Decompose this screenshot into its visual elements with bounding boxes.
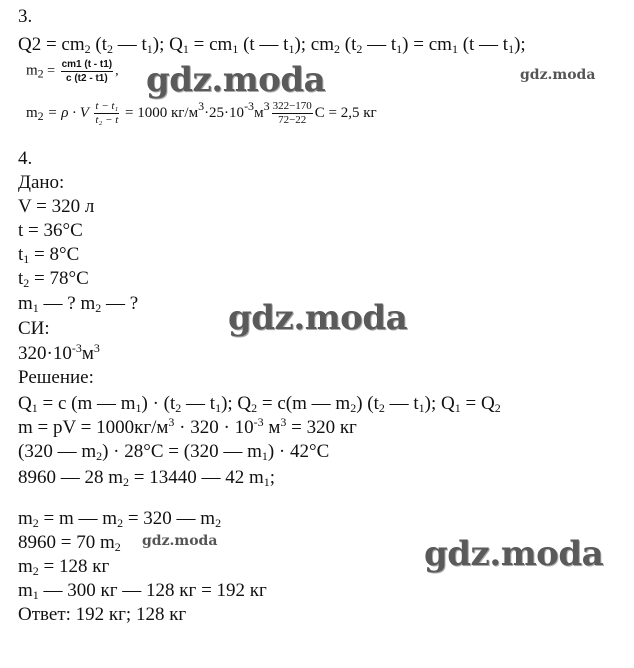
text: = cm (188, 34, 233, 55)
text: 8960 = 70 m (18, 532, 115, 553)
subscript: 1 (31, 401, 38, 415)
si-label: СИ: (18, 318, 50, 339)
given-t1 (18, 244, 79, 266)
subscript: 2 (251, 401, 258, 415)
numerator: t − t₁ (95, 100, 119, 112)
subscript: 1 (182, 42, 189, 56)
subscript: 1 (261, 449, 268, 463)
subscript: 1 (508, 42, 515, 56)
text: ); Q (221, 393, 252, 414)
numerator: cm1 (t - t1) (61, 59, 113, 70)
subscript: 2 (175, 401, 182, 415)
solution-label: Решение: (18, 367, 94, 388)
si-value (18, 343, 100, 365)
text: = 13440 — 42 m (129, 467, 264, 488)
text: — ? m (38, 293, 96, 314)
subscript: 2 (95, 301, 102, 315)
text: m (18, 580, 33, 601)
text: · 320 · 10 (174, 417, 254, 438)
fraction-values (272, 100, 313, 127)
solution-line-8 (18, 580, 267, 602)
text: — ? (101, 293, 139, 314)
superscript: -3 (244, 98, 255, 113)
solution-line-3 (18, 441, 329, 463)
text: m = pV = 1000кг/м (18, 417, 169, 438)
text: ); Q (424, 393, 455, 414)
text: 8960 — 28 m (18, 467, 124, 488)
subscript: 1 (451, 42, 458, 56)
numerator: 322−170 (272, 100, 312, 112)
subscript: 2 (23, 276, 30, 290)
text: = 320 кг (286, 417, 357, 438)
text: ·25·10 (204, 104, 245, 121)
subscript: 2 (107, 42, 114, 56)
text: м (254, 104, 264, 121)
find-masses (18, 293, 138, 315)
fraction (61, 58, 114, 85)
text: С = 2,5 кг (314, 104, 377, 121)
text: — t (362, 34, 397, 55)
watermark-logo: gdz.moda (228, 298, 408, 338)
text: ) · 28°C = (320 — m (102, 441, 262, 462)
text: t (18, 268, 24, 289)
text: (320 — m (18, 441, 97, 462)
subscript: 1 (135, 401, 142, 415)
subscript: 1 (232, 42, 239, 56)
subscript: 1 (396, 42, 403, 56)
superscript: -3 (71, 341, 82, 355)
subscript: 2 (32, 564, 39, 578)
watermark-logo: gdz.moda (146, 60, 326, 100)
text: = Q (460, 393, 495, 414)
text: = 8°C (29, 244, 80, 265)
text: ); Q (152, 34, 183, 55)
given-t2 (18, 268, 89, 290)
superscript: -3 (253, 415, 264, 429)
superscript: 3 (168, 415, 175, 429)
subscript: 2 (334, 42, 341, 56)
subscript: 1 (454, 401, 461, 415)
superscript: 3 (198, 98, 205, 113)
text: m (18, 556, 33, 577)
given-volume: V = 320 л (18, 196, 95, 217)
subscript: 2 (494, 401, 501, 415)
problem-3-line-2 (26, 58, 119, 85)
subscript: 2 (37, 66, 44, 81)
text: m (18, 508, 33, 529)
text: m (18, 293, 33, 314)
superscript: 3 (93, 341, 100, 355)
watermark-logo-small: gdz.moda (520, 67, 596, 83)
given-temperature: t = 36°C (18, 220, 83, 241)
subscript: 1 (23, 252, 30, 266)
text: = 128 кг (38, 556, 110, 577)
solution-line-1 (18, 393, 501, 415)
text: — 300 кг — 128 кг = 192 кг (38, 580, 267, 601)
text: = 78°C (29, 268, 89, 289)
text: Q2 = cm (18, 34, 85, 55)
text: — t (181, 393, 216, 414)
text: = c (m — m (37, 393, 136, 414)
text: ) · 42°C (267, 441, 330, 462)
answer: Ответ: 192 кг; 128 кг (18, 604, 187, 625)
subscript: 2 (117, 516, 124, 530)
text: ) · (t (141, 393, 176, 414)
text: = ρ · V (43, 104, 93, 121)
solution-line-6 (18, 532, 121, 554)
text: м (81, 343, 94, 364)
text: , (115, 63, 119, 79)
text: m (26, 62, 38, 79)
text: Q (18, 393, 32, 414)
subscript: 2 (350, 401, 357, 415)
text: 320·10 (18, 343, 72, 364)
subscript: 1 (32, 588, 39, 602)
watermark-logo: gdz.moda (424, 534, 604, 574)
text: — t (384, 393, 419, 414)
text: t (18, 244, 24, 265)
superscript: 3 (280, 415, 287, 429)
denominator: t₂ − t (95, 114, 119, 126)
text: = 1000 кг/м (121, 104, 199, 121)
solution-line-7 (18, 556, 109, 578)
text: (t — t (457, 34, 509, 55)
subscript: 1 (215, 401, 222, 415)
subscript: 2 (96, 449, 103, 463)
text: ; (269, 467, 276, 488)
watermark-logo-small: gdz.moda (142, 533, 218, 549)
text: м (263, 417, 281, 438)
subscript: 1 (418, 401, 425, 415)
subscript: 1 (146, 42, 153, 56)
fraction-temperatures (94, 100, 119, 127)
text: — t (113, 34, 147, 55)
solution-line-4 (18, 467, 275, 489)
problem-3-line-1 (18, 34, 526, 56)
subscript: 2 (356, 42, 363, 56)
text: (t — t (238, 34, 289, 55)
text: ) (t (356, 393, 379, 414)
given-label: Дано: (18, 172, 65, 193)
subscript: 2 (378, 401, 385, 415)
solution-line-2 (18, 417, 357, 439)
subscript: 2 (123, 475, 130, 489)
problem-3-line-3 (26, 100, 377, 127)
subscript: 1 (32, 301, 39, 315)
subscript: 2 (32, 516, 39, 530)
subscript: 2 (37, 108, 44, 123)
subscript: 2 (84, 42, 91, 56)
text: ); (514, 34, 526, 55)
text: = c(m — m (257, 393, 351, 414)
denominator: 72−22 (278, 114, 307, 126)
problem-3-number: 3. (18, 6, 33, 27)
superscript: 3 (263, 98, 270, 113)
solution-line-5 (18, 508, 221, 530)
text: ); cm (294, 34, 335, 55)
denominator: c (t2 - t1) (66, 73, 108, 84)
text: ) = cm (402, 34, 452, 55)
subscript: 1 (263, 475, 270, 489)
text: = m — m (38, 508, 118, 529)
subscript: 1 (288, 42, 295, 56)
text: m (26, 104, 38, 121)
text: = (43, 63, 59, 79)
text: = 320 — m (123, 508, 216, 529)
problem-4-number: 4. (18, 148, 33, 169)
text: (t (340, 34, 357, 55)
subscript: 2 (114, 540, 121, 554)
subscript: 2 (215, 516, 222, 530)
text: (t (90, 34, 108, 55)
